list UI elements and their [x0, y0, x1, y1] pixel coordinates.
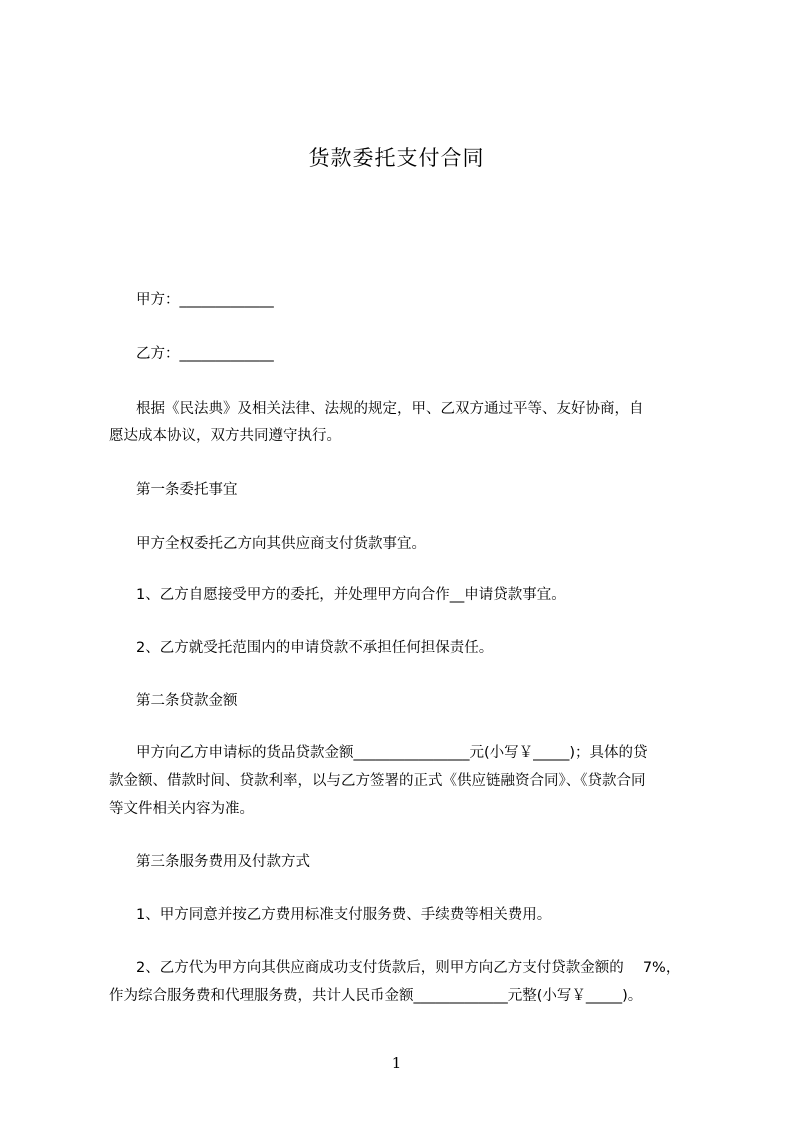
- article-1-item-1: 1、乙方自愿接受甲方的委托，并处理甲方向合作__申请贷款事宜。: [136, 587, 566, 603]
- article-3-heading: 第三条服务费用及付款方式: [136, 854, 310, 870]
- preamble-line-2: 愿达成本协议，双方共同遵守执行。: [109, 428, 341, 444]
- article-1-item-2: 2、乙方就受托范围内的申请贷款不承担任何担保责任。: [136, 640, 494, 656]
- article-3-item-2-line-2: 作为综合服务费和代理服务费，共计人民币金额_____________元整(小写￥_____)。: [109, 988, 643, 1004]
- article-2-heading: 第二条贷款金额: [136, 693, 238, 709]
- document-title: 货款委托支付合同: [308, 146, 485, 170]
- article-1-heading: 第一条委托事宜: [136, 482, 238, 498]
- article-2-line-3: 等文件相关内容为准。: [109, 801, 254, 817]
- article-2-line-1: 甲方向乙方申请标的货品贷款金额________________元(小写￥_____)；具体的贷: [136, 745, 648, 761]
- article-3-item-2-line-1: 2、乙方代为甲方向其供应商成功支付货款后，则甲方向乙方支付贷款金额的 7%，: [136, 960, 681, 976]
- page-number: 1: [391, 1054, 402, 1072]
- preamble-line-1: 根据《民法典》及相关法律、法规的规定，甲、乙双方通过平等、友好协商，自: [136, 401, 644, 417]
- article-1-intro: 甲方全权委托乙方向其供应商支付货款事宜。: [136, 536, 426, 552]
- party-b-line: 乙方：_____________: [136, 346, 274, 362]
- party-a-line: 甲方：_____________: [136, 292, 274, 308]
- article-3-item-1: 1、甲方同意并按乙方费用标准支付服务费、手续费等相关费用。: [136, 907, 552, 923]
- article-2-line-2: 款金额、借款时间、贷款利率，以与乙方签署的正式《供应链融资合同》、《贷款合同: [109, 773, 646, 789]
